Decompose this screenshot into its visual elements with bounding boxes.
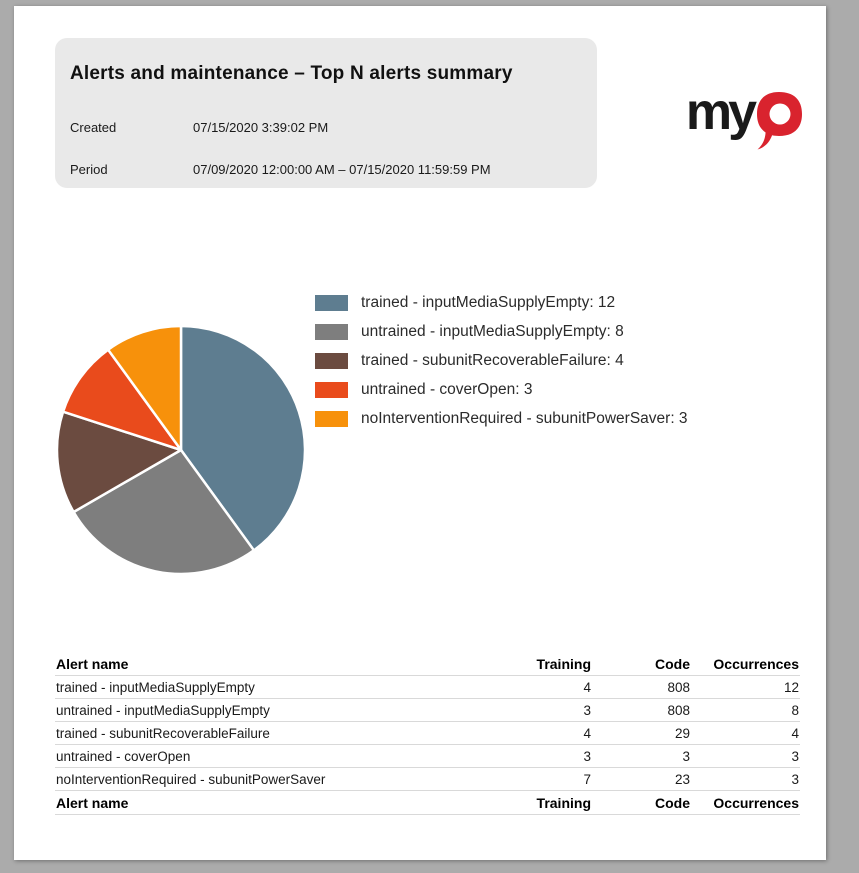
alerts-table: [55, 652, 800, 815]
created-row: [70, 120, 582, 135]
footer-col-occurrences: Occurrences: [691, 791, 800, 815]
cell-code-0: 808: [592, 676, 691, 699]
legend-item-1: [315, 317, 688, 346]
table-row-2: [55, 722, 800, 745]
footer-col-code: Code: [592, 791, 691, 815]
alerts-table-header: [55, 652, 800, 676]
report-page: [14, 6, 826, 860]
cell-code-1: 808: [592, 699, 691, 722]
cell-occurrences-4: 3: [691, 768, 800, 791]
col-header-alert-name: Alert name: [55, 652, 495, 676]
cell-name-0: trained - inputMediaSupplyEmpty: [55, 676, 495, 699]
cell-code-3: 3: [592, 745, 691, 768]
myq-logo-my-text: my: [685, 83, 753, 141]
cell-training-4: 7: [495, 768, 592, 791]
legend-item-3: [315, 375, 688, 404]
legend-item-4: [315, 404, 688, 433]
legend-label-3: untrained - coverOpen: 3: [361, 380, 533, 398]
cell-training-0: 4: [495, 676, 592, 699]
cell-name-2: trained - subunitRecoverableFailure: [55, 722, 495, 745]
period-label: Period: [70, 162, 108, 177]
legend-label-0: trained - inputMediaSupplyEmpty: 12: [361, 293, 616, 311]
legend-item-2: [315, 346, 688, 375]
footer-col-alert-name: Alert name: [55, 791, 495, 815]
legend-swatch-2: [315, 353, 348, 369]
legend-swatch-3: [315, 382, 348, 398]
col-header-training: Training: [495, 652, 592, 676]
cell-name-4: noInterventionRequired - subunitPowerSaver: [55, 768, 495, 791]
legend-label-1: untrained - inputMediaSupplyEmpty: 8: [361, 322, 624, 340]
cell-name-1: untrained - inputMediaSupplyEmpty: [55, 699, 495, 722]
cell-occurrences-0: 12: [691, 676, 800, 699]
legend-swatch-1: [315, 324, 348, 340]
table-row-3: [55, 745, 800, 768]
myq-logo: [674, 83, 804, 156]
cell-name-3: untrained - coverOpen: [55, 745, 495, 768]
cell-code-4: 23: [592, 768, 691, 791]
alerts-table-footer: [55, 791, 800, 815]
page-title: Alerts and maintenance – Top N alerts summary: [70, 63, 513, 84]
legend-swatch-0: [315, 295, 348, 311]
cell-training-3: 3: [495, 745, 592, 768]
cell-occurrences-3: 3: [691, 745, 800, 768]
cell-code-2: 29: [592, 722, 691, 745]
cell-training-2: 4: [495, 722, 592, 745]
pie-chart-legend: [315, 288, 688, 433]
created-value: 07/15/2020 3:39:02 PM: [193, 120, 329, 135]
period-row: [70, 162, 582, 177]
legend-label-4: noInterventionRequired - subunitPowerSaver: 3: [361, 409, 688, 427]
col-header-occurrences: Occurrences: [691, 652, 800, 676]
table-row-4: [55, 768, 800, 791]
col-header-code: Code: [592, 652, 691, 676]
myq-logo-q-icon: [756, 91, 804, 153]
legend-swatch-4: [315, 411, 348, 427]
table-row-0: [55, 676, 800, 699]
cell-occurrences-2: 4: [691, 722, 800, 745]
alerts-pie-chart: [51, 320, 311, 580]
legend-label-2: trained - subunitRecoverableFailure: 4: [361, 351, 624, 369]
table-row-1: [55, 699, 800, 722]
legend-item-0: [315, 288, 688, 317]
period-value: 07/09/2020 12:00:00 AM – 07/15/2020 11:59:59 PM: [193, 162, 491, 177]
report-header-card: [55, 38, 597, 188]
cell-training-1: 3: [495, 699, 592, 722]
footer-col-training: Training: [495, 791, 592, 815]
created-label: Created: [70, 120, 117, 135]
cell-occurrences-1: 8: [691, 699, 800, 722]
